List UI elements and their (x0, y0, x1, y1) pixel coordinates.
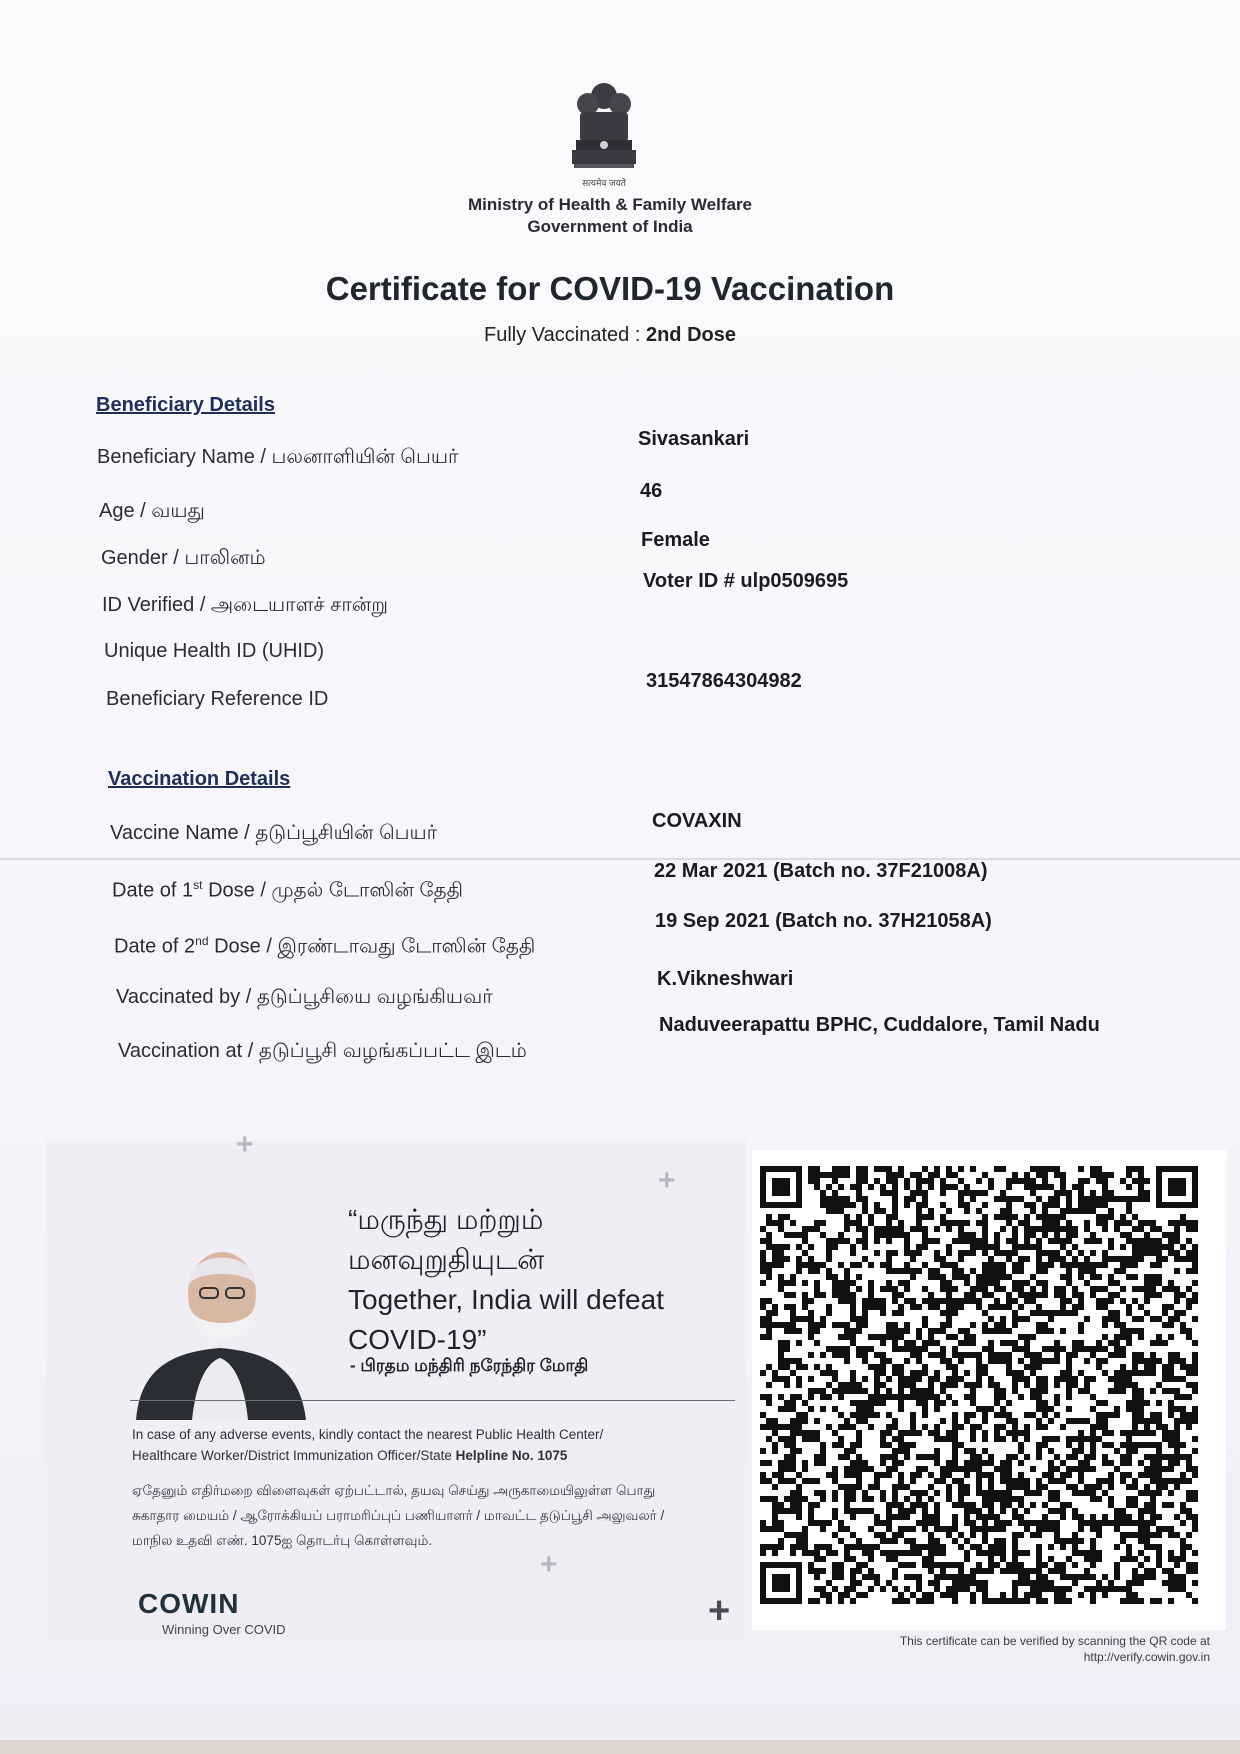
beneficiary-details-heading: Beneficiary Details (96, 394, 275, 416)
plus-icon: + (236, 1128, 254, 1161)
field-row (0, 860, 1240, 912)
vaccine-name-label: Vaccine Name / தடுப்பூசியின் பெயர் (110, 822, 438, 844)
field-row (0, 910, 1240, 968)
adverse-events-notice-english: In case of any adverse events, kindly contact the nearest Public Health Center/ Healthcare Worker/District Immunization Officer/State Helpline No. 1075 (132, 1427, 604, 1463)
vaccination-at-value: Naduveerapattu BPHC, Cuddalore, Tamil Nadu (659, 1014, 1100, 1036)
field-row (0, 1014, 1240, 1074)
verification-qr-code[interactable] (760, 1166, 1200, 1618)
field-label: Beneficiary Name / பலனாளியின் பெயர் (97, 446, 459, 468)
paper-fold (0, 858, 1240, 860)
second-dose-value: 19 Sep 2021 (Batch no. 37H21058A) (655, 910, 992, 932)
plus-icon: + (658, 1164, 676, 1197)
vaccinated-by-value: K.Vikneshwari (657, 968, 794, 990)
vaccination-at-label: Vaccination at / தடுப்பூசி வழங்கப்பட்ட இடம் (118, 1040, 527, 1062)
vaccinated-by-label: Vaccinated by / தடுப்பூசியை வழங்கியவர் (116, 986, 493, 1008)
certificate-title: Certificate for COVID-19 Vaccination (325, 270, 895, 307)
prime-minister-photo (130, 1230, 310, 1420)
adverse-events-notice-tamil: ஏதேனும் எதிர்மறை விளைவுகள் ஏற்பட்டால், தயவு செய்து அருகாமையிலுள்ள பொது சுகாதார மையம் / ஆரோக்கியப் பராமரிப்புப் பணியாளர் / மாவட்ட தடுப்பூசி அலுவலர் / மாநில உதவி எண். 1075ஐ தொடர்பு கொள்ளவும். (132, 1483, 665, 1548)
field-row (0, 570, 1240, 628)
cowin-logo: COWIN (138, 1588, 240, 1619)
first-dose-value: 22 Mar 2021 (Batch no. 37F21008A) (654, 860, 988, 882)
second-dose-label: Date of 2nd Dose / இரண்டாவது டோஸின் தேதி (114, 934, 536, 958)
scan-edge (0, 1740, 1240, 1754)
emblem-motto: सत्यमेव जयते (582, 178, 626, 188)
reference-id-value: 31547864304982 (646, 670, 802, 692)
field-label: Beneficiary Reference ID (106, 688, 329, 710)
field-row (0, 428, 1240, 480)
vaccine-name-value: COVAXIN (652, 810, 742, 832)
field-row (0, 810, 1240, 856)
gender-value: Female (641, 529, 710, 551)
quote-text: “மருந்து மற்றும் மனவுறுதியுடன் Together, India will defeat COVID-19” (348, 1204, 664, 1355)
field-label: ID Verified / அடையாளச் சான்று (102, 594, 388, 616)
plus-icon: + (540, 1548, 558, 1581)
beneficiary-name-value: Sivasankari (638, 428, 750, 450)
vaccination-details-heading: Vaccination Details (108, 768, 291, 790)
ministry-name: Ministry of Health & Family Welfare Government of India (467, 195, 753, 236)
first-dose-label: Date of 1st Dose / முதல் டோஸின் தேதி (112, 878, 464, 902)
id-verified-value: Voter ID # ulp0509695 (643, 570, 849, 592)
divider (130, 1400, 735, 1401)
age-value: 46 (640, 480, 663, 502)
field-label: Gender / பாலினம் (101, 547, 266, 569)
quote-attribution: - பிரதம மந்திரி நரேந்திர மோதி (350, 1356, 589, 1375)
field-row (0, 670, 1240, 722)
vaccination-status: Fully Vaccinated : 2nd Dose (484, 324, 736, 346)
plus-icon: + (708, 1590, 731, 1632)
field-row (0, 640, 1240, 674)
cowin-tagline: Winning Over COVID (162, 1622, 286, 1637)
field-row (0, 480, 1240, 534)
qr-verification-note: This certificate can be verified by scanning the QR code at http://verify.cowin.gov.in (899, 1634, 1210, 1664)
field-label: Age / வயது (99, 500, 205, 522)
field-row (0, 529, 1240, 581)
field-label: Unique Health ID (UHID) (104, 640, 325, 662)
